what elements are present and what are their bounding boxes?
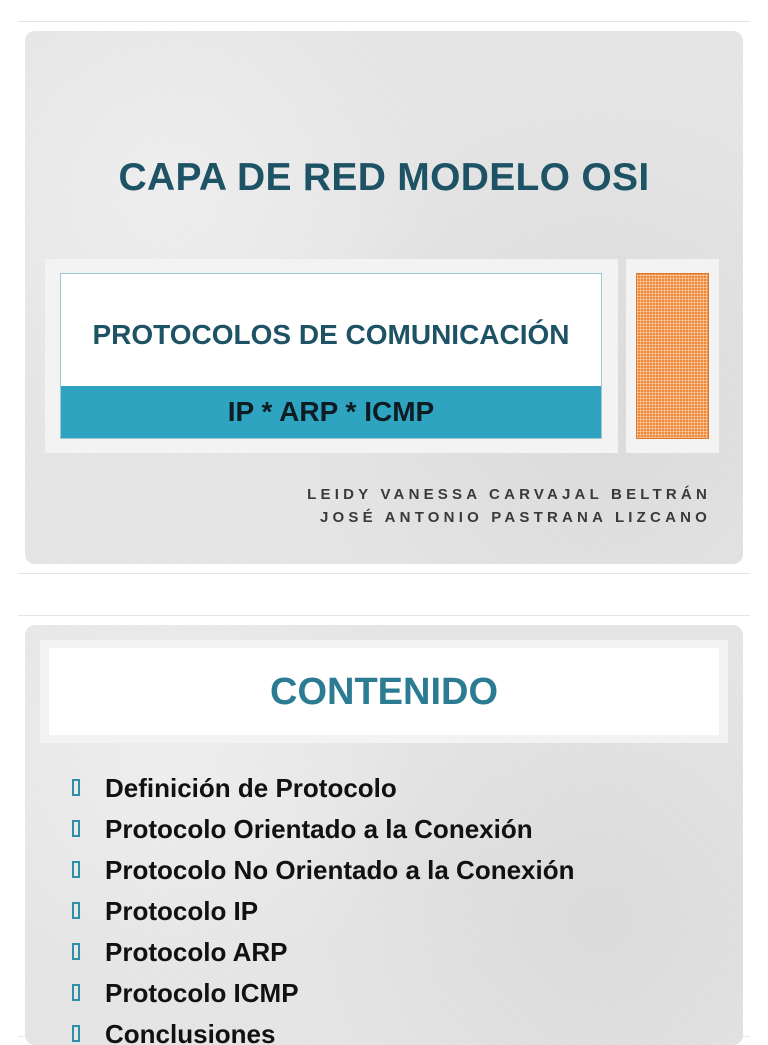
subtitle-card	[60, 273, 602, 439]
contents-header-inner	[49, 648, 719, 735]
list-item-label: Protocolo IP	[105, 896, 259, 926]
slide-title: CAPA DE RED MODELO OSI	[118, 156, 650, 199]
subtitle-text: PROTOCOLOS DE COMUNICACIÓN	[92, 319, 570, 350]
list-item	[70, 851, 575, 892]
contents-list	[70, 769, 575, 1045]
topics-bar: IP * ARP * ICMP	[61, 386, 601, 438]
list-item-label: Protocolo ICMP	[105, 978, 299, 1008]
square-bullet-icon	[72, 943, 80, 960]
list-item-label: Protocolo Orientado a la Conexión	[105, 814, 533, 844]
authors-block	[307, 483, 711, 529]
square-bullet-icon	[72, 902, 80, 919]
list-item	[70, 933, 575, 974]
square-bullet-icon	[72, 984, 80, 1001]
author-1: LEIDY VANESSA CARVAJAL BELTRÁN	[307, 486, 711, 503]
list-item	[70, 1015, 575, 1045]
list-item	[70, 974, 575, 1015]
author-2: JOSÉ ANTONIO PASTRANA LIZCANO	[320, 509, 711, 526]
decorative-side-box	[626, 259, 719, 453]
contents-title: CONTENIDO	[270, 671, 498, 713]
title-slide	[25, 31, 743, 564]
list-item-label: Definición de Protocolo	[105, 773, 397, 803]
list-item-label: Protocolo No Orientado a la Conexión	[105, 855, 575, 885]
list-item	[70, 892, 575, 933]
square-bullet-icon	[72, 861, 80, 878]
contents-header	[40, 640, 728, 743]
list-item	[70, 769, 575, 810]
square-bullet-icon	[72, 779, 80, 796]
square-bullet-icon	[72, 820, 80, 837]
list-item-label: Conclusiones	[105, 1019, 276, 1045]
contents-slide	[25, 625, 743, 1045]
orange-pattern-block	[636, 273, 709, 439]
subtitle-band	[45, 259, 618, 453]
square-bullet-icon	[72, 1025, 80, 1042]
list-item-label: Protocolo ARP	[105, 937, 288, 967]
list-item	[70, 810, 575, 851]
